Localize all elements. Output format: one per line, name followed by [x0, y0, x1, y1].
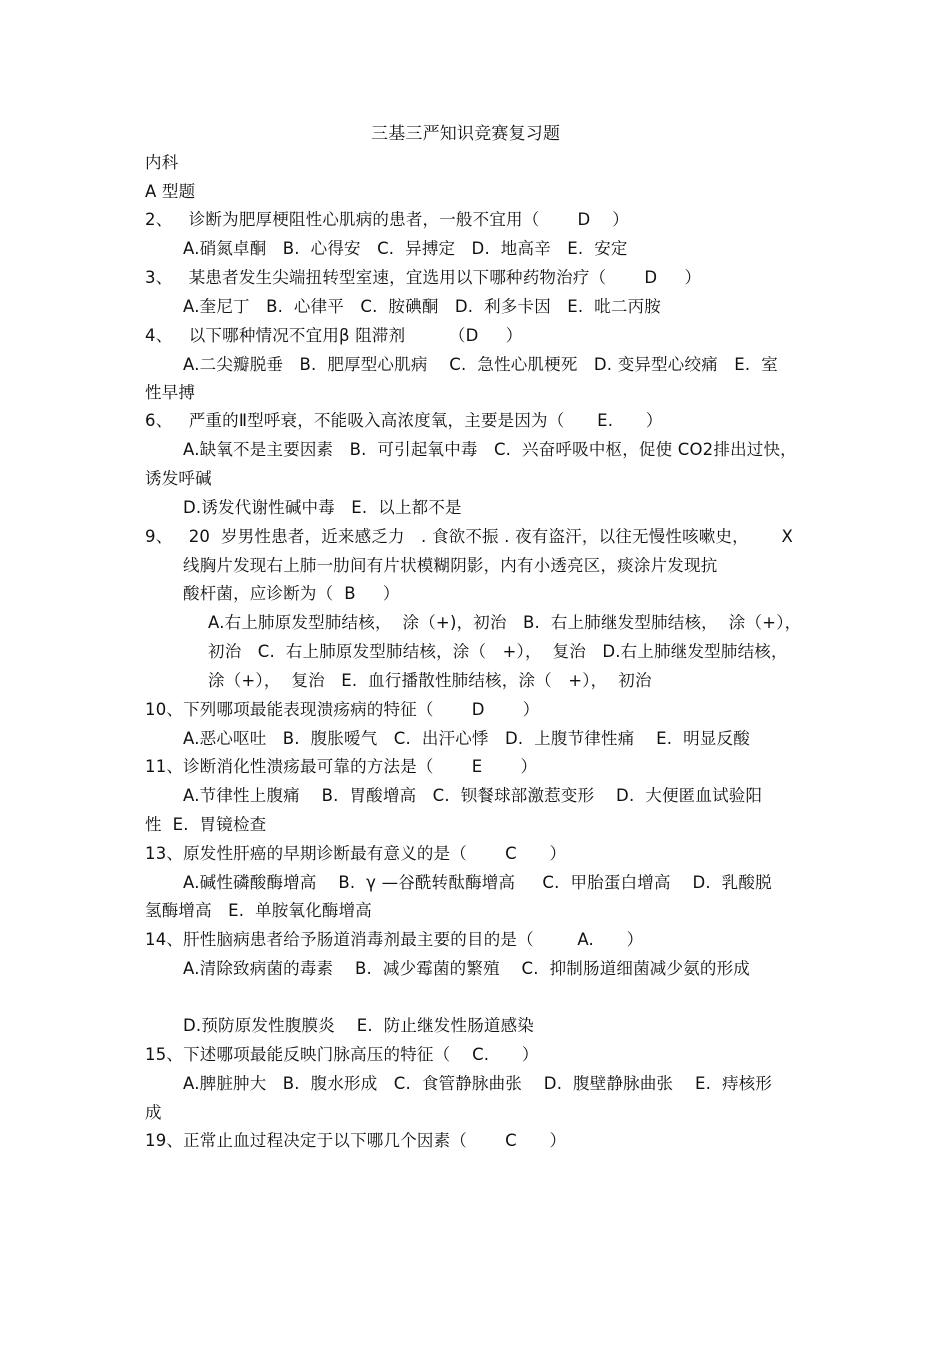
question-2-options: A.硝氮卓酮 B. 心得安 C. 异搏定 D. 地高辛 E. 安定	[183, 239, 628, 258]
question-15-options: A.脾脏肿大 B. 腹水形成 C. 食管静脉曲张 D. 腹壁静脉曲张 E. 痔核形	[183, 1074, 773, 1093]
question-9-options-cont-2: 涂（+）， 复治 E. 血行播散性肺结核，涂（ +）， 初治	[208, 671, 652, 690]
question-11-options-cont: 性 E. 胃镜检查	[145, 815, 267, 834]
document-title: 三基三严知识竞赛复习题	[371, 124, 561, 144]
question-9-cont-2: 酸杆菌，应诊断为（ B ）	[183, 584, 400, 603]
question-13-options-cont: 氢酶增高 E. 单胺氧化酶增高	[145, 901, 372, 920]
question-4: 4、 以下哪种情况不宜用β 阻滞剂 （D ）	[145, 326, 523, 345]
question-15: 15、下述哪项最能反映门脉高压的特征（ C. ）	[145, 1045, 539, 1064]
question-2: 2、 诊断为肥厚梗阻性心肌病的患者，一般不宜用（ D ）	[145, 210, 629, 229]
section-heading: 内科	[145, 153, 179, 172]
question-9: 9、 20 岁男性患者，近来感乏力 . 食欲不振 . 夜有盗汗，以往无慢性咳嗽史， X	[145, 527, 794, 546]
question-9-options: A.右上肺原发型肺结核， 涂（+)，初治 B. 右上肺继发型肺结核， 涂（+），	[208, 613, 802, 632]
question-15-options-cont: 成	[145, 1103, 162, 1122]
question-10: 10、下列哪项最能表现溃疡病的特征（ D ）	[145, 700, 540, 719]
question-3-options: A.奎尼丁 B. 心律平 C. 胺碘酮 D. 利多卡因 E. 吡二丙胺	[183, 297, 661, 316]
question-14-options: A.清除致病菌的毒素 B. 减少霉菌的繁殖 C. 抑制肠道细菌减少氨的形成	[183, 959, 751, 978]
question-9-options-cont: 初治 C. 右上肺原发型肺结核，涂（ +）， 复治 D.右上肺继发型肺结核，	[208, 642, 788, 661]
question-14-options-cont: D.预防原发性腹膜炎 E. 防止继发性肠道感染	[183, 1016, 534, 1035]
question-10-options: A.恶心呕吐 B. 腹胀嗳气 C. 出汗心悸 D. 上腹节律性痛 E. 明显反酸	[183, 729, 750, 748]
question-6-options-2: D.诱发代谢性碱中毒 E. 以上都不是	[183, 498, 462, 517]
question-9-cont: 线胸片发现右上肺一肋间有片状模糊阴影，内有小透亮区，痰涂片发现抗	[183, 556, 718, 575]
question-19: 19、正常止血过程决定于以下哪几个因素（ C ）	[145, 1131, 567, 1150]
question-13: 13、原发性肝癌的早期诊断最有意义的是（ C ）	[145, 844, 567, 863]
question-6-options: A.缺氧不是主要因素 B. 可引起氧中毒 C. 兴奋呼吸中枢，促使 CO2排出过快，	[183, 440, 797, 459]
subsection-heading: A 型题	[145, 182, 196, 201]
question-14: 14、肝性脑病患者给予肠道消毒剂最主要的目的是（ A. ）	[145, 930, 644, 949]
question-11: 11、诊断消化性溃疡最可靠的方法是（ E ）	[145, 757, 538, 776]
question-3: 3、 某患者发生尖端扭转型室速，宜选用以下哪种药物治疗（ D ）	[145, 268, 702, 287]
question-4-options-cont: 性早搏	[145, 383, 196, 402]
question-4-options: A.二尖瓣脱垂 B. 肥厚型心肌病 C. 急性心肌梗死 D. 变异型心绞痛 E. 室	[183, 355, 778, 374]
question-6-options-cont: 诱发呼碱	[145, 469, 212, 488]
question-6: 6、 严重的Ⅱ型呼衰，不能吸入高浓度氧，主要是因为（ E. ）	[145, 411, 663, 430]
question-11-options: A.节律性上腹痛 B. 胃酸增高 C. 钡餐球部激惹变形 D. 大便匿血试验阳	[183, 786, 763, 805]
question-13-options: A.碱性磷酸酶增高 B. γ —谷酰转酞酶增高 C. 甲胎蛋白增高 D. 乳酸脱	[183, 873, 772, 892]
